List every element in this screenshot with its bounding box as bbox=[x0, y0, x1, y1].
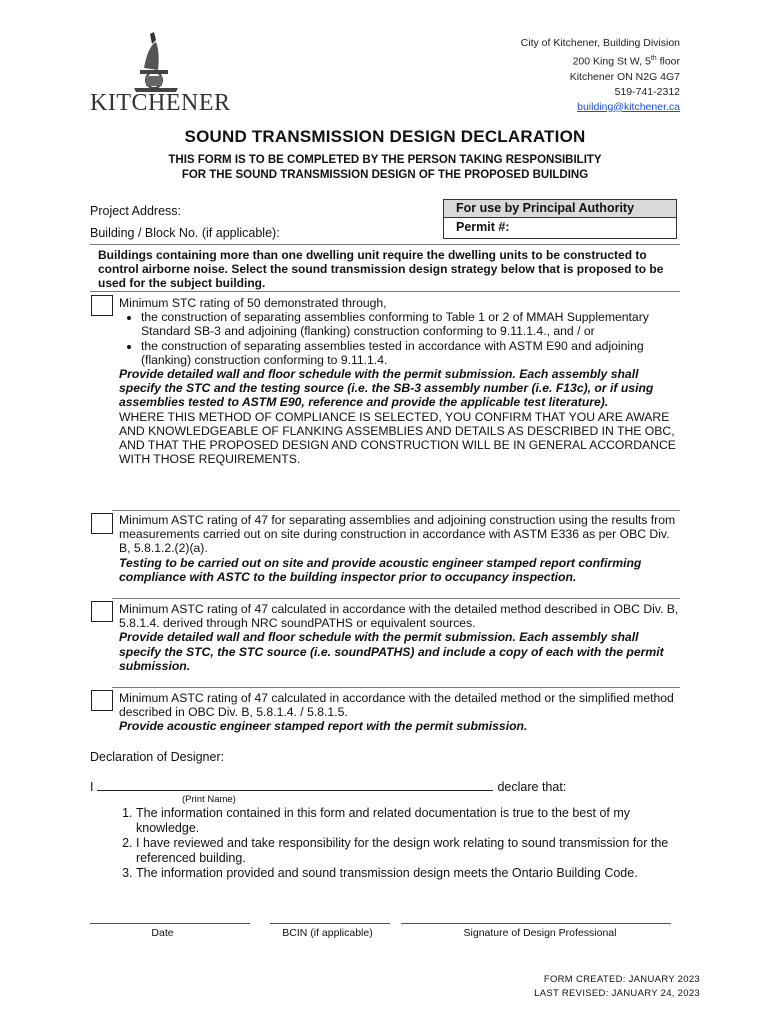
contact-line-3: Kitchener ON N2G 4G7 bbox=[569, 70, 680, 83]
intro-text: Buildings containing more than one dwelling unit require the dwelling units to be constructed to control airborne noise. Select the sound transmission design strategy below that is proposed to be used for the subject building. bbox=[98, 248, 664, 290]
date-field[interactable] bbox=[90, 923, 250, 924]
option-1-bullet: • the construction of separating assemblies conforming to Table 1 or 2 of MMAH Supplementary Standard SB-3 and adjoining (flanking) construction conforming to 9.11.1.4., and / or bbox=[141, 310, 679, 338]
option-1: Minimum STC rating of 50 demonstrated through, • the construction of separating assemblies conforming to Table 1 or 2 of MMAH Supplementary Standard SB-3 and adjoining (flanking) construction conforming to 9.11.1.4., and / or • the construction of separating assemblies tested in accordance with ASTM E90 and adjoining (flanking) construction conforming to 9.11.1.4. Provide detailed wall and floor schedule with the permit submission. Each assembly shall specify the STC and the testing source (i.e. the SB-3 assembly number (i.e. F13c), or if using assemblies tested to ASTM E90, reference and provide the applicable test literature). WHERE THIS METHOD OF COMPLIANCE IS SELECTED, YOU CONFIRM THAT YOU ARE AWARE AND KNOWLEDGEABLE OF FLANKING ASSEMBLIES AND DETAILS AS DESCRIBED IN THE OBC, AND THAT THE PROPOSED DESIGN AND CONSTRUCTION WILL BE IN GENERAL ACCORDANCE WITH THOSE REQUIREMENTS. bbox=[119, 296, 679, 466]
date-label: Date bbox=[151, 927, 174, 939]
form-created: FORM CREATED: JANUARY 2023 bbox=[543, 974, 700, 985]
contact-email-link[interactable]: building@kitchener.ca bbox=[577, 100, 680, 113]
declaration-list bbox=[112, 806, 696, 881]
option-1-requirement: Provide detailed wall and floor schedule with the permit submission. Each assembly shall specify the STC and the testing source (i.e. the SB-3 assembly number (i.e. F13c), or if using assemblies tested to ASTM E90, reference and provide the applicable test literature). bbox=[119, 367, 654, 410]
print-name-caption: (Print Name) bbox=[182, 794, 236, 805]
option-3-checkbox[interactable] bbox=[91, 601, 113, 622]
print-name-field[interactable] bbox=[97, 778, 493, 791]
permit-number-label[interactable]: Permit #: bbox=[456, 220, 510, 234]
option-3-requirement: Provide detailed wall and floor schedule with the permit submission. Each assembly shall specify the STC, the STC source (i.e. soundPATHS) and include a copy of each with the permit submission. bbox=[119, 630, 664, 673]
principal-authority-label: For use by Principal Authority bbox=[444, 200, 676, 218]
declaration-heading: Declaration of Designer: bbox=[90, 750, 225, 764]
bcin-field[interactable] bbox=[270, 923, 390, 924]
divider bbox=[90, 244, 680, 245]
signature-label: Signature of Design Professional bbox=[463, 927, 617, 939]
signature-field[interactable] bbox=[401, 923, 671, 924]
divider bbox=[112, 687, 680, 688]
declaration-line: I declare that: bbox=[90, 780, 567, 794]
declaration-item: 3. The information provided and sound transmission design meets the Ontario Building Code. bbox=[136, 866, 696, 881]
option-1-bullet: • the construction of separating assemblies tested in accordance with ASTM E90 and adjoining (flanking) construction conforming to 9.11.1.4. bbox=[141, 339, 679, 367]
form-title: SOUND TRANSMISSION DESIGN DECLARATION bbox=[184, 127, 586, 146]
kitchener-wordmark: KITCHENER bbox=[90, 90, 231, 116]
declaration-item: 2. I have reviewed and take responsibility for the design work relating to sound transmission for the referenced building. bbox=[136, 836, 696, 866]
option-1-checkbox[interactable] bbox=[91, 295, 113, 316]
option-2: Minimum ASTC rating of 47 for separating assemblies and adjoining construction using the results from measurements carried out on site during construction in accordance with ASTM E336 as per OBC Div. B, 5.8.1.2.(2)(a). Testing to be carried out on site and provide acoustic engineer stamped report confirming compliance with ASTC to the building inspector prior to occupancy inspection. bbox=[119, 513, 679, 584]
option-4-checkbox[interactable] bbox=[91, 690, 113, 711]
building-block-label: Building / Block No. (if applicable): bbox=[90, 226, 280, 240]
option-3: Minimum ASTC rating of 47 calculated in accordance with the detailed method described in OBC Div. B, 5.8.1.4. derived through NRC soundPATHS or equivalent sources. Provide detailed wall and floor schedule with the permit submission. Each assembly shall specify the STC, the STC source (i.e. soundPATHS) and include a copy of each with the permit submission. bbox=[119, 602, 679, 673]
divider bbox=[112, 598, 680, 599]
form-revised: LAST REVISED: JANUARY 24, 2023 bbox=[534, 988, 700, 999]
declaration-item: 1. The information contained in this form and related documentation is true to the best of my knowledge. bbox=[136, 806, 696, 836]
form-footer bbox=[534, 973, 700, 1001]
division-contact bbox=[521, 36, 680, 115]
option-4-requirement: Provide acoustic engineer stamped report with the permit submission. bbox=[119, 719, 528, 734]
contact-line-1: City of Kitchener, Building Division bbox=[520, 37, 680, 49]
option-2-requirement: Testing to be carried out on site and provide acoustic engineer stamped report confirming compliance with ASTC to the building inspector prior to occupancy inspection. bbox=[119, 555, 642, 584]
option-1-confirmation: WHERE THIS METHOD OF COMPLIANCE IS SELECTED, YOU CONFIRM THAT YOU ARE AWARE AND KNOWLEDGEABLE OF FLANKING ASSEMBLIES AND DETAILS AS DESCRIBED IN THE OBC, AND THAT THE PROPOSED DESIGN AND CONSTRUCTION WILL BE IN GENERAL ACCORDANCE WITH THOSE REQUIREMENTS. bbox=[119, 409, 676, 467]
option-2-checkbox[interactable] bbox=[91, 513, 113, 534]
principal-authority-box bbox=[443, 199, 677, 239]
form-subtitle: THIS FORM IS TO BE COMPLETED BY THE PERSON TAKING RESPONSIBILITY FOR THE SOUND TRANSMISSION DESIGN OF THE PROPOSED BUILDING bbox=[168, 154, 602, 181]
bcin-label: BCIN (if applicable) bbox=[282, 927, 373, 939]
option-4: Minimum ASTC rating of 47 calculated in accordance with the detailed method or the simplified method described in OBC Div. B, 5.8.1.4. / 5.8.1.5. Provide acoustic engineer stamped report with the permit submission. bbox=[119, 691, 679, 734]
divider bbox=[112, 510, 680, 511]
contact-phone: 519-741-2312 bbox=[614, 85, 680, 98]
divider bbox=[90, 291, 680, 292]
project-address-label: Project Address: bbox=[90, 204, 182, 218]
contact-line-2: 200 King St W, 5th floor bbox=[572, 55, 680, 68]
